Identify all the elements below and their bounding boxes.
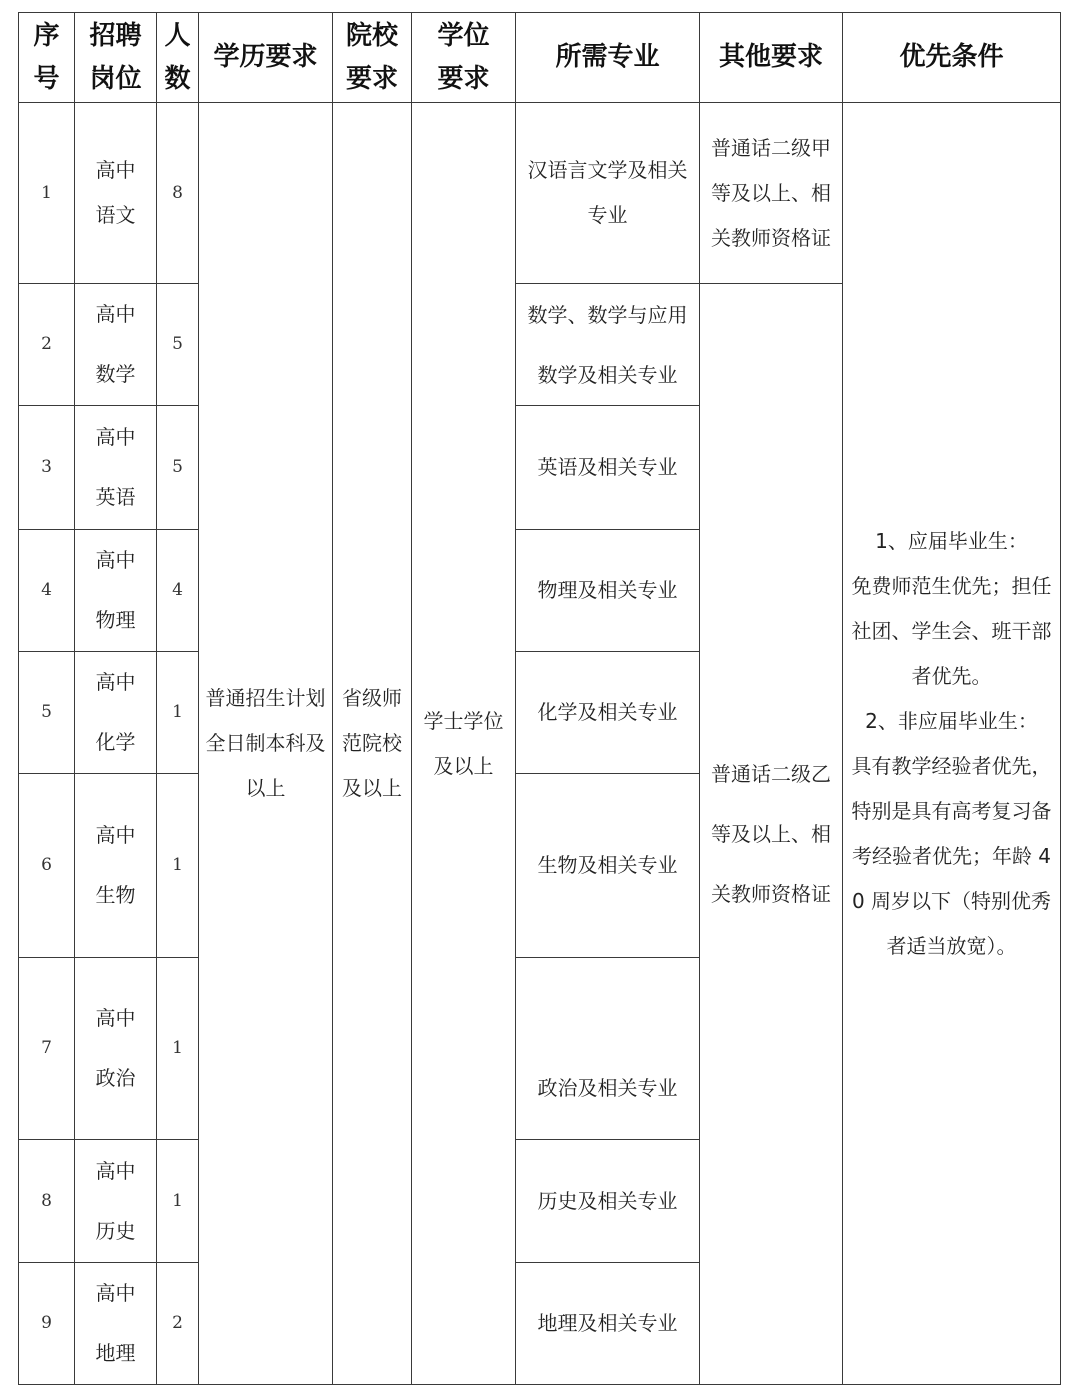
row-count: 1 xyxy=(157,1140,199,1263)
recruitment-table xyxy=(18,12,1061,1385)
row-post: 高中 语文 xyxy=(75,103,157,284)
row-major: 物理及相关专业 xyxy=(516,530,700,652)
row-post: 高中 历史 xyxy=(75,1140,157,1263)
header-priority: 优先条件 xyxy=(843,13,1061,103)
row-post: 高中 化学 xyxy=(75,652,157,774)
priority-conditions: 1、应届毕业生： 免费师范生优先；担任社团、学生会、班干部者优先。 2、非应届毕业生： 具有教学经验者优先，特别是具有高考复习备考经验者优先；年龄 40 周岁以下（特别优秀者适当放宽）。 xyxy=(843,103,1061,1385)
header-degree: 学位 要求 xyxy=(412,13,516,103)
row-post: 高中 地理 xyxy=(75,1263,157,1385)
header-school: 院校 要求 xyxy=(333,13,412,103)
row-seq: 4 xyxy=(19,530,75,652)
row-post: 高中 数学 xyxy=(75,284,157,406)
education-requirement: 普通招生计划全日制本科及以上 xyxy=(199,103,333,1385)
degree-requirement: 学士学位及以上 xyxy=(412,103,516,1385)
row-major: 地理及相关专业 xyxy=(516,1263,700,1385)
table-row xyxy=(19,103,1061,284)
row-seq: 5 xyxy=(19,652,75,774)
row-post: 高中 物理 xyxy=(75,530,157,652)
row-major: 化学及相关专业 xyxy=(516,652,700,774)
header-seq: 序 号 xyxy=(19,13,75,103)
row-major: 政治及相关专业 xyxy=(516,958,700,1140)
row-count: 1 xyxy=(157,774,199,958)
row-count: 5 xyxy=(157,284,199,406)
header-post: 招聘 岗位 xyxy=(75,13,157,103)
row-count: 1 xyxy=(157,652,199,774)
row-seq: 1 xyxy=(19,103,75,284)
recruitment-table-container xyxy=(18,12,1061,1385)
row-post: 高中 英语 xyxy=(75,406,157,530)
row-count: 1 xyxy=(157,958,199,1140)
header-row xyxy=(19,13,1061,103)
row-major: 数学、数学与应用 数学及相关专业 xyxy=(516,284,700,406)
row-post: 高中 政治 xyxy=(75,958,157,1140)
header-major: 所需专业 xyxy=(516,13,700,103)
row-major: 汉语言文学及相关专业 xyxy=(516,103,700,284)
row-seq: 9 xyxy=(19,1263,75,1385)
header-education: 学历要求 xyxy=(199,13,333,103)
row-major: 历史及相关专业 xyxy=(516,1140,700,1263)
other-requirement-rest: 普通话二级乙等及以上、相关教师资格证 xyxy=(700,284,843,1385)
school-requirement: 省级师范院校及以上 xyxy=(333,103,412,1385)
row-count: 5 xyxy=(157,406,199,530)
row-seq: 6 xyxy=(19,774,75,958)
row-post: 高中 生物 xyxy=(75,774,157,958)
row-count: 8 xyxy=(157,103,199,284)
row-seq: 7 xyxy=(19,958,75,1140)
row-seq: 3 xyxy=(19,406,75,530)
header-other: 其他要求 xyxy=(700,13,843,103)
row-count: 4 xyxy=(157,530,199,652)
header-count: 人 数 xyxy=(157,13,199,103)
other-requirement-first: 普通话二级甲等及以上、相关教师资格证 xyxy=(700,103,843,284)
row-count: 2 xyxy=(157,1263,199,1385)
row-major: 生物及相关专业 xyxy=(516,774,700,958)
row-seq: 2 xyxy=(19,284,75,406)
row-major: 英语及相关专业 xyxy=(516,406,700,530)
row-seq: 8 xyxy=(19,1140,75,1263)
